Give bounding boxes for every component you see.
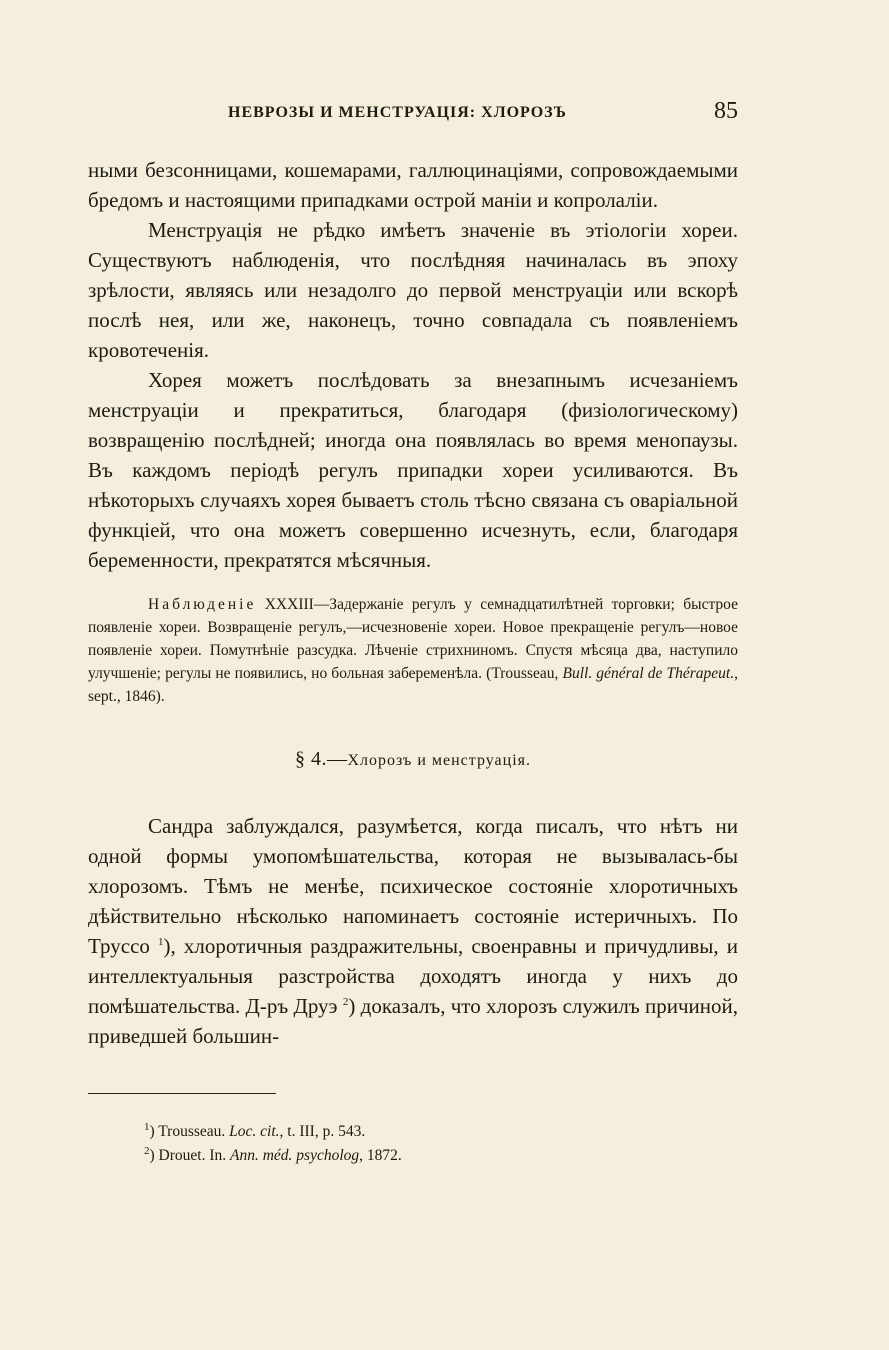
footnote-mark: 1 [144,1120,150,1133]
paragraph-4 [88,811,738,1051]
footnotes [144,1120,744,1168]
footnote-divider [88,1093,276,1094]
paragraph-3: Хорея можетъ послѣдовать за внезапнымъ исчезаніемъ менструаціи и прекратиться, благодаря (физіологическому) возвращенію послѣдней; иногда она появлялась во время менопаузы. Въ каждомъ періодѣ регулъ припадки хореи усиливаются. Въ нѣкоторыхъ случаяхъ хорея бываетъ столь тѣсно связана съ оваріальной функціей, что она можетъ совершенно исчезнуть, если, благодаря беременности, прекратятся мѣсячныя. [88,368,738,572]
observation-text: XXXIII—Задержаніе регулъ у семнадцатилѣтней торговки; быстрое появленіе хореи. Возвращеніе регулъ,—исчезновеніе хореи. Новое прекращеніе регулъ—новое появленіе хореи. Помутнѣніе разсудка. Лѣченіе стрихниномъ. Спустя мѣсяца два, наступило улучшеніе; регулы не появились, но больная забеременѣла. (Trousseau, [88,596,738,682]
footnote-text: ) Drouet. In. [149,1147,230,1164]
section-title: Хлорозъ и менструація. [347,752,532,769]
footnote-rest: , t. III, p. 543. [279,1123,366,1140]
footnote-text: ) Trousseau. [149,1123,230,1140]
footnote-mark: 2 [144,1144,150,1157]
footnote-ref-1: 1 [158,936,164,948]
footnote-italic: Ann. méd. psycholog [230,1147,360,1164]
paragraph-2: Менструація не рѣдко имѣетъ значеніе въ этіологіи хореи. Существуютъ наблюденія, что послѣдняя начиналась въ эпоху зрѣлости, являясь или незадолго до первой менструаціи или вскорѣ послѣ нея, или же, наконецъ, точно совпадала съ появленіемъ кровотеченія. [88,218,738,362]
observation-tail: , sept., 1846). [88,665,738,705]
section-number: § 4.— [294,748,348,770]
footnote-ref-2: 2 [342,996,349,1008]
footnote-2 [144,1144,744,1168]
footnote-italic: Loc. cit. [229,1123,280,1140]
observation-source: Bull. général de Thérapeut. [562,665,735,682]
observation-lead: Наблюденіе [148,596,257,613]
observation-note [88,593,738,708]
paragraph-4-part-1: Сандра заблуждался, разумѣется, когда писалъ, что нѣтъ ни одной формы умопомѣшательства, которая не вызывалась-бы хлорозомъ. Тѣмъ не менѣе, психическое состояніе хлоротичныхъ дѣйствительно нѣсколько напоминаетъ состояніе истеричныхъ. По Труссо [88,814,738,958]
running-title: НЕВРОЗЫ И МЕНСТРУАЦІЯ: ХЛОРОЗЪ [228,104,567,121]
footnote-rest: , 1872. [359,1147,402,1164]
footnote-1 [144,1120,744,1144]
paragraph-4-part-2: ), хлоротичныя раздражительны, своенравны и причудливы, и интеллектуальныя разстройства доходятъ иногда у нихъ до помѣшательства. Д-ръ Друэ [88,934,738,1018]
running-header [88,100,738,130]
section-heading [88,748,738,771]
paragraph-1: ными безсонницами, кошемарами, галлюцинаціями, сопровождаемыми бредомъ и настоящими припадками острой маніи и копролаліи. [88,158,738,212]
page-number: 85 [714,98,738,124]
main-text [88,155,738,1051]
paragraph-4-part-3: ) доказалъ, что хлорозъ служилъ причиной, приведшей большин- [88,994,738,1048]
